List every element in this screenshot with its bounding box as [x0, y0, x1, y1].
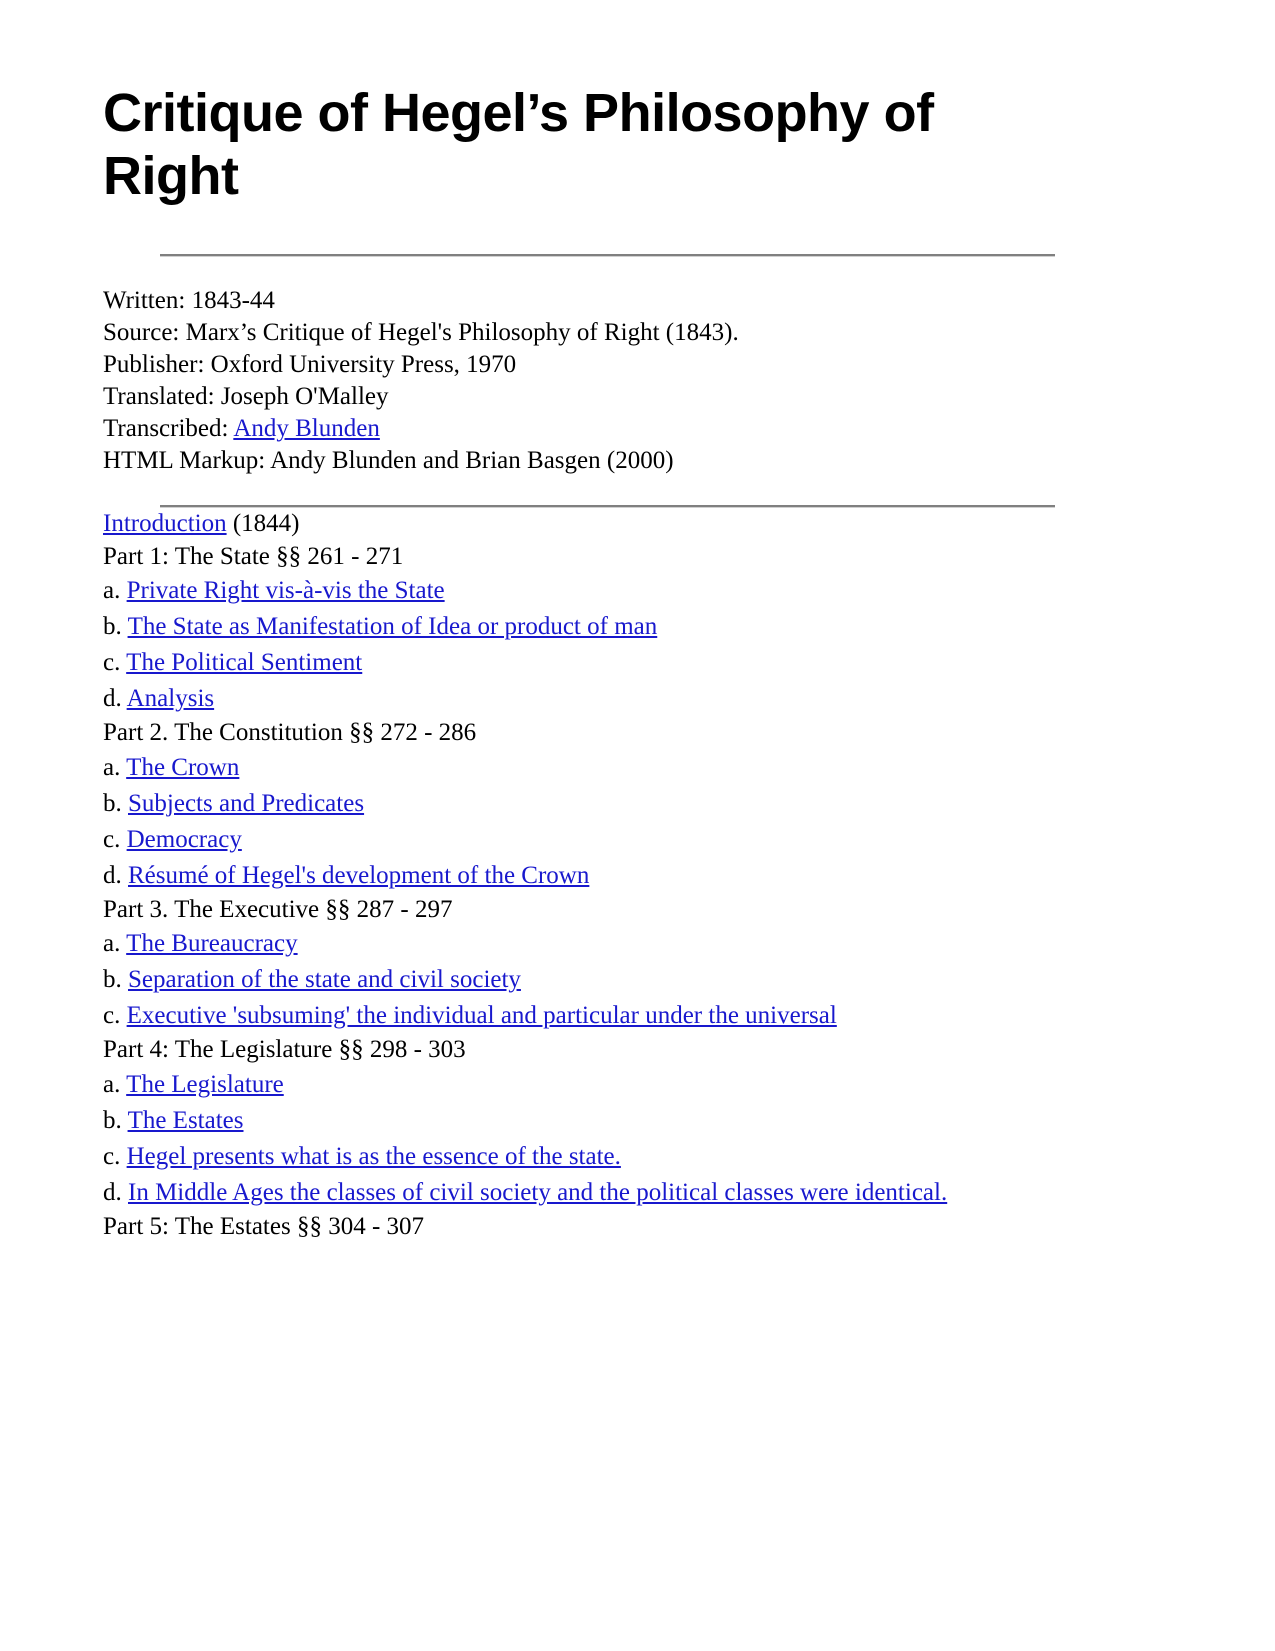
link-democracy[interactable]: Democracy [126, 825, 242, 853]
metadata-label-written: Written: [103, 287, 186, 315]
list-item [103, 962, 1058, 998]
list-item [103, 750, 1058, 786]
list-item [103, 1139, 1058, 1175]
divider-top-wrap [103, 254, 1058, 257]
metadata-value-source: Marx’s Critique of Hegel's Philosophy of Right (1843). [179, 319, 739, 347]
link-subjects-and-predicates[interactable]: Subjects and Predicates [128, 789, 365, 817]
link-the-bureaucracy[interactable]: The Bureaucracy [126, 930, 298, 958]
list-marker: b. [103, 966, 122, 994]
document-content [103, 82, 1058, 1243]
metadata-label-transcribed: Transcribed: [103, 415, 229, 443]
link-the-crown[interactable]: The Crown [126, 753, 240, 781]
list-marker: c. [103, 825, 121, 853]
list-marker: c. [103, 649, 121, 677]
metadata-value-publisher: Oxford University Press, 1970 [204, 351, 517, 379]
list-item [103, 822, 1058, 858]
metadata-row-html-markup [103, 445, 1058, 477]
part-list-3 [103, 926, 1058, 1034]
list-item [103, 786, 1058, 822]
link-the-legislature[interactable]: The Legislature [126, 1070, 284, 1098]
metadata-label-source: Source: [103, 319, 180, 347]
part-list-1 [103, 573, 1058, 717]
metadata-value-written: 1843-44 [185, 287, 275, 315]
list-item [103, 1103, 1058, 1139]
list-marker: c. [103, 1142, 121, 1170]
metadata-label-html-markup: HTML Markup: [103, 447, 266, 475]
list-marker: a. [103, 1070, 121, 1098]
part-list-4 [103, 1067, 1058, 1211]
list-marker: a. [103, 577, 121, 605]
list-marker: b. [103, 789, 122, 817]
part-heading-5: Part 5: The Estates §§ 304 - 307 [103, 1212, 425, 1240]
list-item [103, 1067, 1058, 1103]
divider-top [160, 254, 1055, 257]
list-marker: b. [103, 1106, 122, 1134]
metadata-block [103, 285, 1058, 477]
link-andy-blunden[interactable]: Andy Blunden [233, 415, 380, 443]
metadata-label-translated: Translated: [103, 383, 215, 411]
list-item [103, 998, 1058, 1034]
metadata-row-written [103, 285, 1058, 317]
part-heading-3: Part 3. The Executive §§ 287 - 297 [103, 895, 453, 923]
link-introduction[interactable]: Introduction [103, 510, 227, 538]
metadata-label-publisher: Publisher: [103, 351, 205, 379]
list-marker: d. [103, 1178, 122, 1206]
list-marker: d. [103, 861, 122, 889]
link-executive-subsuming-the-individual-and-particular-under-the-universal[interactable]: Executive 'subsuming' the individual and particular under the universal [126, 1002, 837, 1030]
list-item [103, 858, 1058, 894]
introduction-line [103, 508, 1058, 541]
part-heading-2: Part 2. The Constitution §§ 272 - 286 [103, 719, 477, 747]
list-marker: d. [103, 685, 122, 713]
metadata-value-translated: Joseph O'Malley [214, 383, 389, 411]
link-separation-of-the-state-and-civil-society[interactable]: Separation of the state and civil society [128, 966, 521, 994]
introduction-year: (1844) [226, 510, 300, 538]
part-heading-4: Part 4: The Legislature §§ 298 - 303 [103, 1036, 466, 1064]
link-resume-of-hegels-development-of-the-crown[interactable]: Résumé of Hegel's development of the Crown [128, 861, 590, 889]
list-item [103, 926, 1058, 962]
metadata-row-publisher [103, 349, 1058, 381]
link-private-right-vis-a-vis-the-state[interactable]: Private Right vis-à-vis the State [126, 577, 445, 605]
link-the-political-sentiment[interactable]: The Political Sentiment [126, 649, 363, 677]
list-item [103, 645, 1058, 681]
list-marker: a. [103, 753, 121, 781]
list-marker: a. [103, 930, 121, 958]
part-list-2 [103, 750, 1058, 894]
link-in-middle-ages-the-classes-of-civil-society-and-the-political-classes-were-identical[interactable]: In Middle Ages the classes of civil society and the political classes were identical. [128, 1178, 948, 1206]
list-item [103, 1175, 1058, 1211]
link-hegel-presents-what-is-as-the-essence-of-the-state[interactable]: Hegel presents what is as the essence of the state. [126, 1142, 621, 1170]
link-the-state-as-manifestation-of-idea-or-product-of-man[interactable]: The State as Manifestation of Idea or product of man [127, 613, 658, 641]
list-marker: b. [103, 613, 122, 641]
link-analysis[interactable]: Analysis [126, 685, 215, 713]
metadata-row-translated [103, 381, 1058, 413]
metadata-row-source [103, 317, 1058, 349]
list-item [103, 681, 1058, 717]
list-marker: c. [103, 1002, 121, 1030]
link-the-estates[interactable]: The Estates [127, 1106, 244, 1134]
list-item [103, 573, 1058, 609]
page-title: Critique of Hegel’s Philosophy of Right [103, 83, 934, 207]
metadata-value-html-markup: Andy Blunden and Brian Basgen (2000) [265, 447, 674, 475]
list-item [103, 609, 1058, 645]
part-heading-1: Part 1: The State §§ 261 - 271 [103, 542, 404, 570]
metadata-row-transcribed [103, 413, 1058, 445]
